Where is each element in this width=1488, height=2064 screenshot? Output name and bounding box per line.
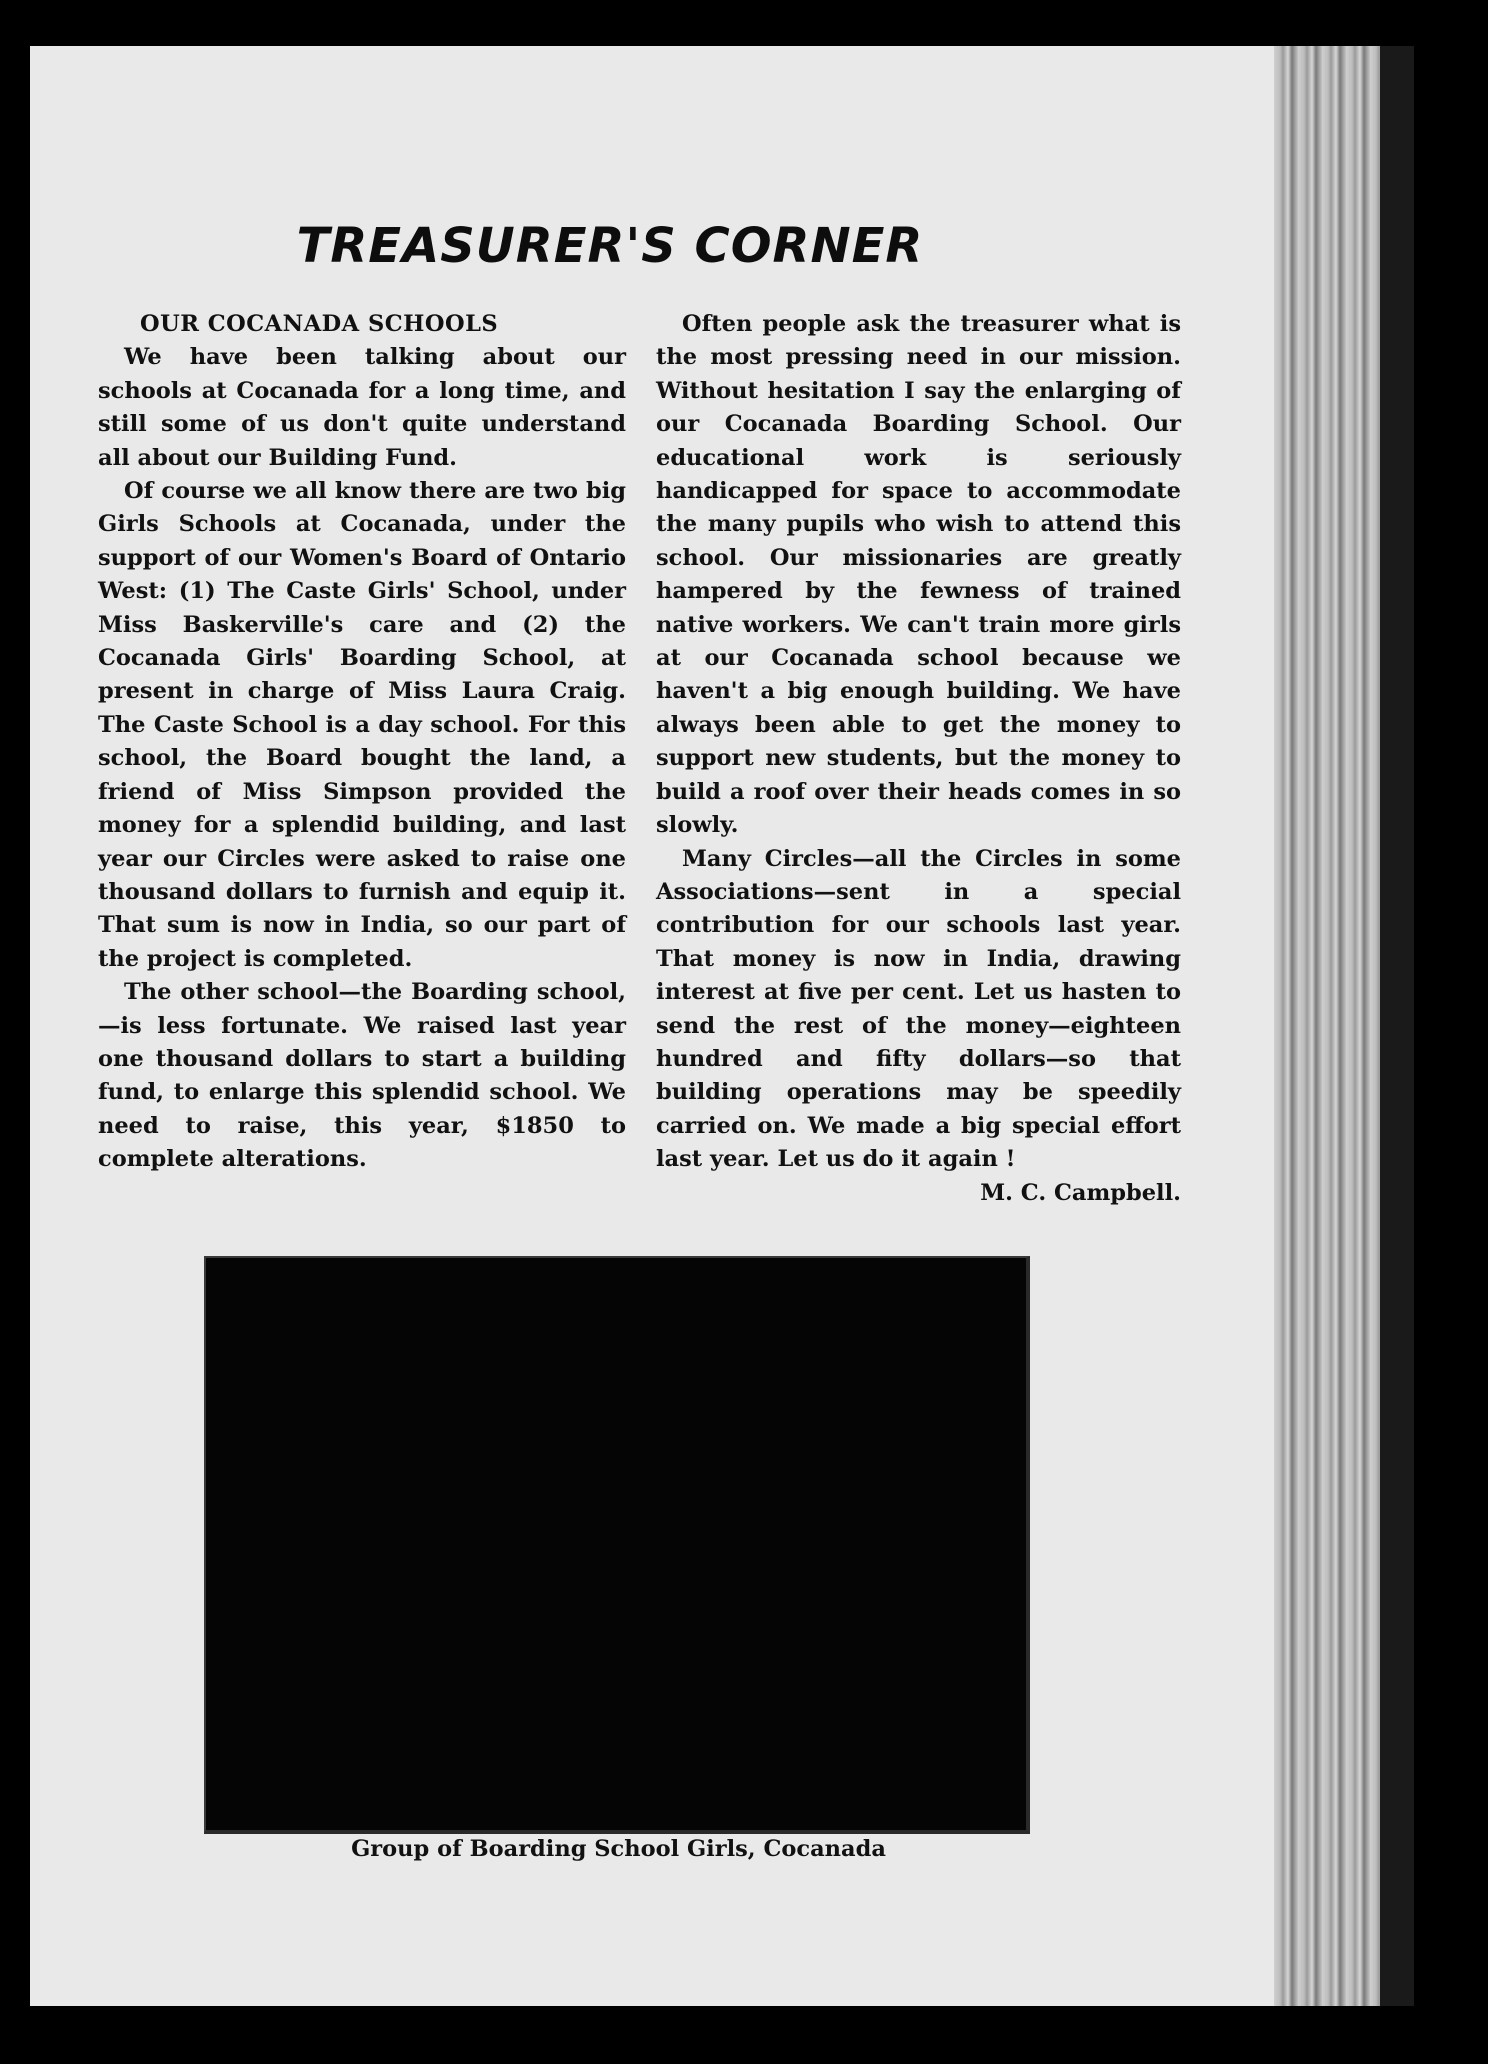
paragraph: We have been talking about our schools at Cocanada for a long time, and still some of us don't quite understand all about our Building Fund.	[98, 344, 626, 471]
paragraph: The other school—the Boarding school, —is less fortunate. We raised last year one thousand dollars to start a building fund, to enlarge this splendid school. We need to raise, this year, $1850 to complete alterations.	[98, 979, 626, 1173]
paragraph: Of course we all know there are two big Girls Schools at Cocanada, under the support of our Women's Board of Ontario West: (1) The Caste Girls' School, under Miss Baskerville's care and (2) the Cocanada Girls' Boarding School, at present in charge of Miss Laura Craig. The Caste School is a day school. For this school, the Board bought the land, a friend of Miss Simpson provided the money for a splendid building, and last year our Circles were asked to raise one thousand dollars to furnish and equip it. That sum is now in India, so our part of the project is completed.	[98, 478, 626, 972]
magazine-page	[30, 46, 1274, 2006]
article-title: TREASURER'S CORNER	[296, 218, 924, 274]
signature: M. C. Campbell.	[980, 1179, 1181, 1206]
right-column	[656, 308, 1181, 1210]
page-edges	[1274, 46, 1414, 2006]
photo-caption: Group of Boarding School Girls, Cocanada	[351, 1836, 886, 1862]
paragraph: Often people ask the treasurer what is the most pressing need in our mission. Without hesitation I say the enlarging of our Cocanada Boarding School. Our educational work is seriously handicapped for space to accommodate the many pupils who wish to attend this school. Our missionaries are greatly hampered by the fewness of trained native workers. We can't train more girls at our Cocanada school because we haven't a big enough building. We have always been able to get the money to support new students, but the money to build a roof over their heads comes in so slowly.	[656, 311, 1181, 839]
group-photo	[204, 1256, 1030, 1834]
paragraph: Many Circles—all the Circles in some Associations—sent in a special contribution for our schools last year. That money is now in India, drawing interest at five per cent. Let us hasten to send the rest of the money—eighteen hundred and fifty dollars—so that building operations may be speedily carried on. We made a big special effort last year. Let us do it again !	[656, 845, 1181, 1173]
binding-shadow	[1380, 46, 1414, 2006]
left-column	[98, 308, 626, 1177]
section-heading: OUR COCANADA SCHOOLS	[140, 311, 499, 337]
